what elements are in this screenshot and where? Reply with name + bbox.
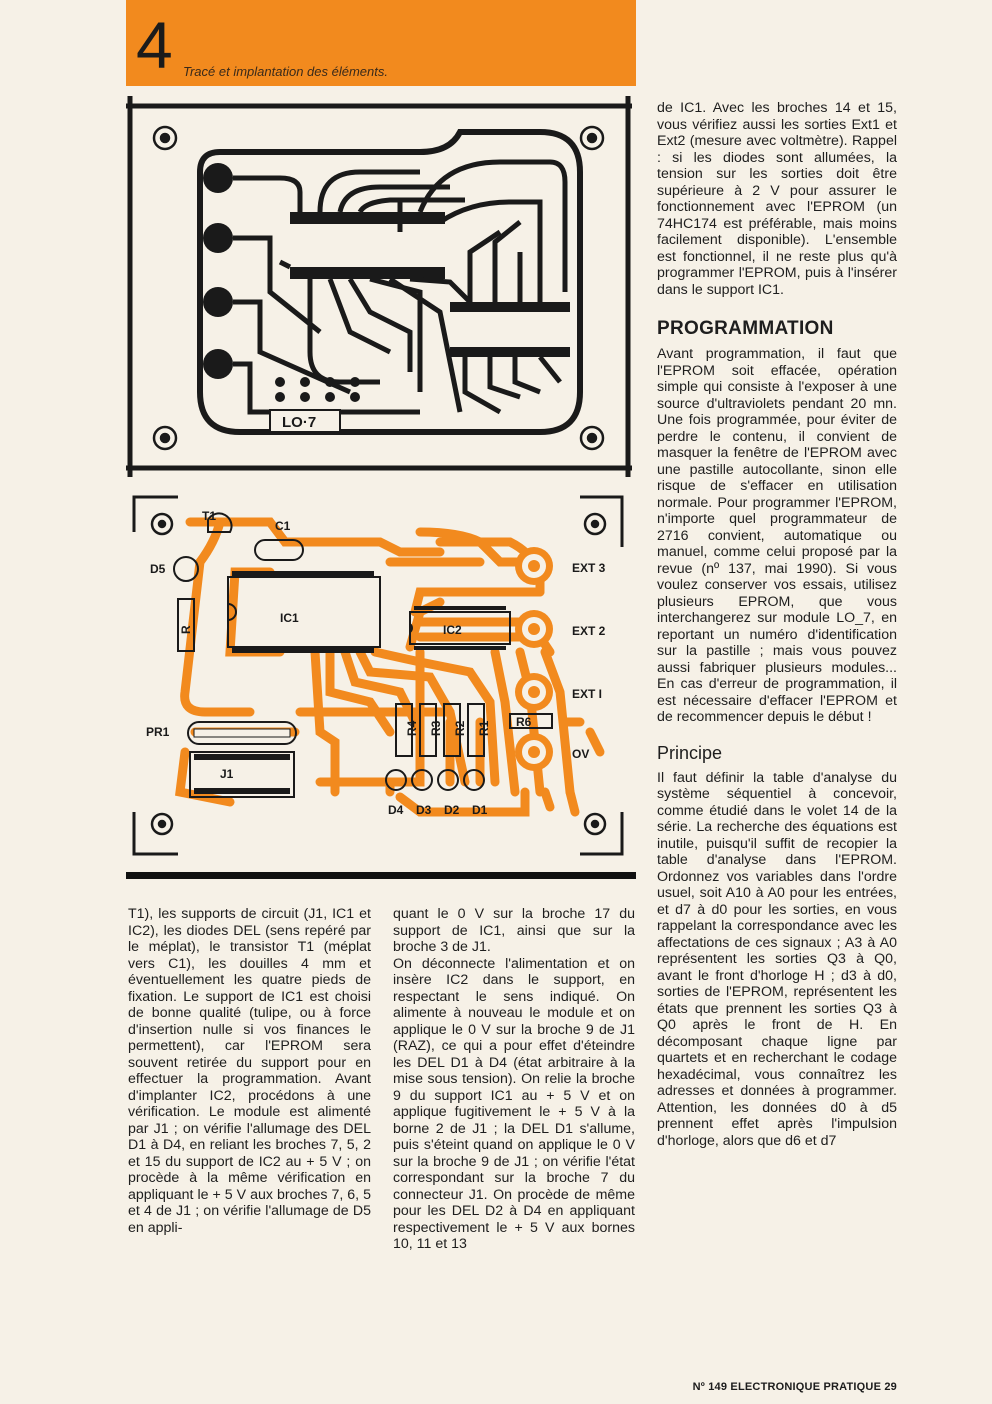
paragraph: de IC1. Avec les broches 14 et 15, vous vérifiez aussi les sorties Ext1 et Ext2 (mesure avec voltmètre). Rappel : si les diodes sont allumées, la tension sur les sorties doit être supérieure à 2 V pour assurer le fonctionnement avec l'EPROM (un 74HC174 est préférable, mais moins facilement disponible). L'ensemble est fonctionnel, il ne reste plus qu'à programmer l'EPROM, puis à l'insérer dans le support IC1.	[657, 100, 897, 298]
label-d5: D5	[150, 562, 166, 576]
label-ic2: IC2	[443, 623, 462, 637]
pcb-figure	[120, 92, 640, 882]
label-r2: R2	[453, 720, 467, 736]
label-ext2: EXT 2	[572, 624, 606, 638]
page-footer: Nº 149 ELECTRONIQUE PRATIQUE 29	[692, 1381, 897, 1393]
label-d3: D3	[416, 803, 432, 817]
text-column-left	[128, 906, 371, 1236]
label-ic1: IC1	[280, 611, 299, 625]
label-t1: T1	[202, 509, 217, 523]
section-banner	[126, 0, 636, 86]
heading-programmation: PROGRAMMATION	[657, 318, 834, 339]
text-column-middle	[393, 906, 635, 1253]
label-r: R	[179, 625, 193, 634]
paragraph: quant le 0 V sur la broche 17 du support de IC1, ainsi que sur la broche 3 de J1.	[393, 906, 635, 955]
paragraph: Il faut définir la table d'analyse du système séquentiel à concevoir, comme étudié dans le volet 14 de la série. La recherche des équations est inutile, puisqu'il suffit de recopier la table d'analyse dans l'EPROM. Ordonnez vos variables dans l'ordre usuel, soit A10 à A0 pour les entrées, et d7 à d0 pour les sorties, en vous rappelant la correspondance avec les affectations de ces signaux ; A3 à A0 représentent les sorties Q3 à Q0, avant le front d'horloge H ; d3 à d0, sorties de l'EPROM, représentent les états que prennent les sorties Q3 à Q0 après le front de H. En décomposant chaque ligne par quartets et en recherchant le codage hexadécimal, vous connaîtrez les adresses et données à programmer. Attention, les données d0 à d5 prennent effet après l'impulsion d'horloge, alors que d6 et d7	[657, 769, 897, 1149]
paragraph: T1), les supports de circuit (J1, IC1 et IC2), les diodes DEL (sens repéré par le méplat), le transistor T1 (méplat vers C1), les douilles 4 mm et éventuellement les quatre pieds de fixation. Le support de IC1 est choisi de bonne qualité (tulipe, ou à force d'insertion nulle si vos finances le permettent), car l'EPROM sera souvent retirée du support pour en effectuer la programmation. Avant d'implanter IC2, procédons à une vérification. Le module est alimenté par J1 ; on vérifie l'allumage des DEL D1 à D4, en reliant les broches 7, 5, 2 et 15 du support de IC2 au + 5 V ; on procède à la même vérification en appliquant le + 5 V aux broches 7, 6, 5 et 4 de J1 ; on vérifie l'allumage de D5 en appli-	[128, 906, 371, 1236]
label-ext1: EXT I	[572, 687, 603, 701]
label-ov: OV	[572, 747, 590, 761]
separator-bar	[126, 872, 636, 879]
label-d1: D1	[472, 803, 488, 817]
section-number: 4	[136, 8, 173, 82]
paragraph: On déconnecte l'alimentation et on insère IC2 dans le support, en respectant le sens indiqué. On alimente à nouveau le module et on applique le 0 V sur la broche 9 de J1 (RAZ), ce qui a pour effet d'éteindre les DEL D1 à D4 (état arbitraire à la mise sous tension). On relie la broche 9 du support IC1 au + 5 V et on applique fugitivement le + 5 V à la borne 2 de J1 ; la DEL D1 s'allume, puis s'éteint quand on applique le 0 V sur la broche 9 de J1 ; on vérifie l'état correspondant sur la broche 7 du connecteur J1. On procède de même pour les DEL D2 à D4 en appliquant respectivement le + 5 V aux bornes 10, 11 et 13	[393, 955, 635, 1252]
text-column-right	[657, 100, 897, 1149]
label-d2: D2	[444, 803, 460, 817]
paragraph: Avant programmation, il faut que l'EPROM soit effacée, opération simple qui consiste à l'exposer à une source d'ultraviolets pendant 20 mn. Une fois programmée, pour éviter de perdre le contenu, il convient de masquer la fenêtre de l'EPROM avec une pastille autocollante, sinon elle risque de s'effacer en utilisation normale. Pour programmer l'EPROM, n'importe quel programmateur de 2716 convient, automatique ou manuel, comme celui proposé par la revue (nº 137, mai 1990). Si vous voulez conserver vos essais, utilisez plusieurs EPROM, que vous interchangerez sur module LO_7, en reportant un numéro d'identification sur la pastille ; mais vous pouvez aussi fabriquer plusieurs modules... En cas d'erreur de programmation, il est nécessaire d'effacer l'EPROM et de recommencer depuis le début !	[657, 346, 897, 725]
component-layout-board	[134, 497, 622, 854]
label-r4: R4	[405, 720, 419, 736]
label-pr1: PR1	[146, 725, 170, 739]
label-r3: R3	[429, 720, 443, 736]
figure-caption: Tracé et implantation des éléments.	[183, 64, 388, 79]
label-c1: C1	[275, 519, 291, 533]
pcb-label: LO·7	[282, 414, 317, 431]
label-j1: J1	[220, 767, 234, 781]
pcb-trace-board	[126, 96, 632, 477]
label-r1: R1	[477, 720, 491, 736]
label-d4: D4	[388, 803, 404, 817]
label-r6: R6	[516, 715, 532, 729]
heading-principe: Principe	[657, 742, 723, 763]
label-ext3: EXT 3	[572, 561, 606, 575]
